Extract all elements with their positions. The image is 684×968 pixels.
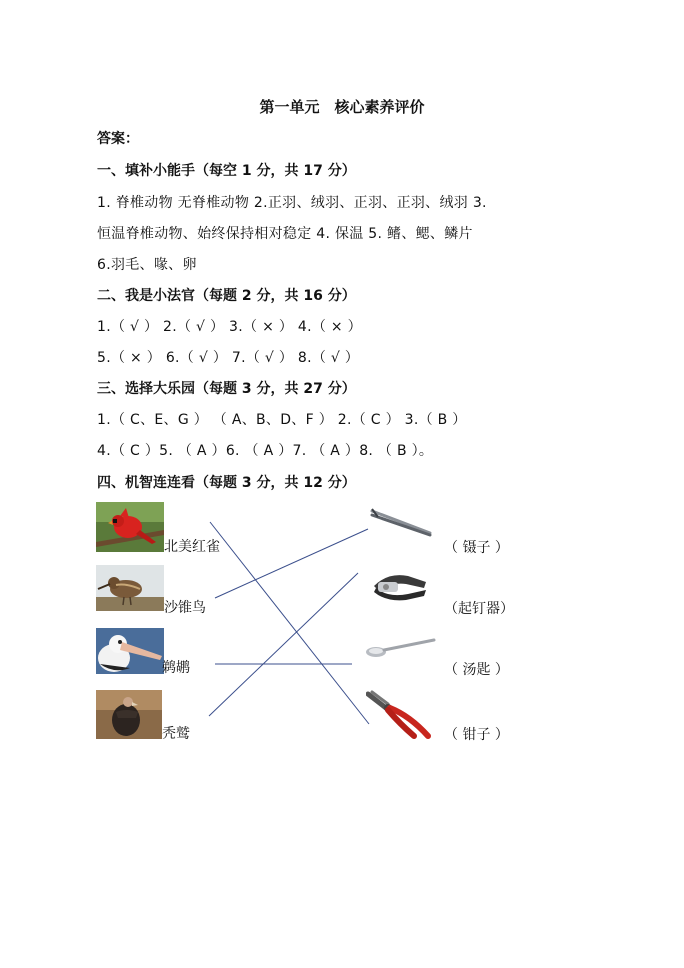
section-1-line-1: 1. 脊椎动物 无脊椎动物 2.正羽、绒羽、正羽、正羽、绒羽 3.: [97, 195, 487, 211]
tool-label-staple-remover: （起钉器）: [444, 601, 514, 617]
section-1-line-2: 恒温脊椎动物、始终保持相对稳定 4. 保温 5. 鳍、鳃、鳞片: [97, 226, 473, 242]
section-2-line-1: 1.（ √ ） 2.（ √ ） 3.（ × ） 4.（ × ）: [97, 319, 362, 335]
section-3-line-2: 4.（ C ）5. （ A ）6. （ A ）7. （ A ）8. （ B ）。: [97, 443, 434, 459]
section-1-line-3: 6.羽毛、喙、卵: [97, 257, 197, 273]
section-3-heading: 三、选择大乐园（每题 3 分，共 27 分）: [97, 381, 356, 397]
tool-label-pliers: （ 钳子 ）: [444, 727, 509, 743]
section-4-heading: 四、机智连连看（每题 3 分，共 12 分）: [97, 475, 356, 491]
bird-label-snipe: 沙锥鸟: [164, 600, 206, 616]
match-line-snipe-tweezers: [215, 529, 368, 598]
tool-label-tweezers: （ 镊子 ）: [444, 540, 509, 556]
bird-label-pelican: 鹈鹕: [162, 660, 190, 676]
bird-label-vulture: 秃鹫: [162, 726, 190, 742]
tool-label-spoon: （ 汤匙 ）: [444, 662, 509, 678]
match-line-cardinal-pliers: [210, 522, 369, 724]
section-1-heading: 一、填补小能手（每空 1 分，共 17 分）: [97, 163, 356, 179]
section-2-heading: 二、我是小法官（每题 2 分，共 16 分）: [97, 288, 356, 304]
page-title: 第一单元 核心素养评价: [259, 98, 425, 116]
answer-label: 答案：: [97, 131, 139, 147]
section-3-line-1: 1.（ C、E、G ） （ A、B、D、F ） 2.（ C ） 3.（ B ）: [97, 412, 467, 428]
match-line-vulture-staple-remover: [209, 573, 358, 716]
bird-label-cardinal: 北美红雀: [164, 539, 220, 555]
section-2-line-2: 5.（ × ） 6.（ √ ） 7.（ √ ） 8.（ √ ）: [97, 350, 360, 366]
